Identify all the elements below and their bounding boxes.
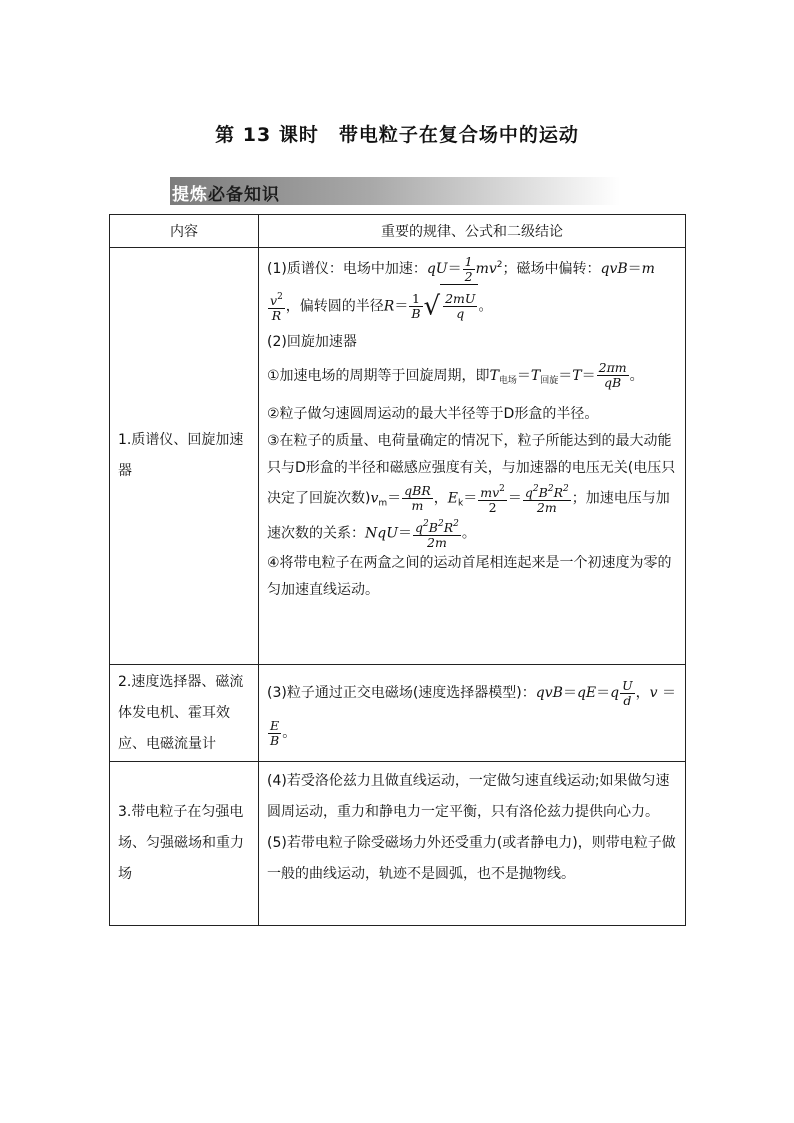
detail-mass-spectrometer: (1)质谱仪：电场中加速：qU＝ $\frac{1}{2}$ $mv^2$；磁场中偏转：qvB＝m bbox=[267, 253, 655, 284]
banner-part1: 提炼 bbox=[172, 185, 208, 205]
banner-part2: 必备知识 bbox=[208, 185, 280, 205]
row-details bbox=[259, 762, 686, 926]
row-details bbox=[259, 248, 686, 665]
row-topic: 1.质谱仪、回旋加速器 bbox=[110, 248, 259, 665]
text-segment: ；加速电压与加速次数的关系： bbox=[267, 490, 670, 542]
text-segment: ，偏转圆的半径 bbox=[285, 298, 384, 314]
knowledge-table bbox=[109, 214, 686, 926]
table-row bbox=[110, 665, 686, 762]
detail-velocity-selector: (3)粒子通过正交电磁场(速度选择器模型)：qvB＝qE＝q $\frac{U}{d}$ ，v ＝ $\frac{E}{B}$ 。 bbox=[267, 677, 677, 748]
row-details bbox=[259, 665, 686, 762]
header-content: 内容 bbox=[110, 215, 259, 248]
table-row bbox=[110, 248, 686, 665]
section-banner-label bbox=[172, 180, 280, 205]
detail-curved-motion: (5)若带电粒子除受磁场力外还受重力(或者静电力)，则带电粒子做一般的曲线运动，轨迹不是圆弧，也不是抛物线。 bbox=[267, 835, 676, 882]
text-segment: ③在粒子的质量、电荷量确定的情况下，粒子所能达到的最大动能只与D形盒的半径和磁感应强度有关，与加速器的电压无关(电压只决定了回旋次数) bbox=[267, 432, 676, 506]
table-header-row bbox=[110, 215, 686, 248]
detail-cyclotron-motion: ④将带电粒子在两盒之间的运动首尾相连起来是一个初速度为零的匀加速直线运动。 bbox=[267, 555, 672, 598]
detail-cyclotron-radius: ②粒子做匀速圆周运动的最大半径等于D形盒的半径。 bbox=[267, 405, 599, 422]
row-topic: 3.带电粒子在匀强电场、匀强磁场和重力场 bbox=[110, 762, 259, 926]
text-segment: ；磁场中偏转： bbox=[502, 261, 601, 277]
detail-radius: $\frac{v^2}{R}$ ，偏转圆的半径R＝ $\frac{1}{B}$ √ $\frac{2mU}{q}$ 。 bbox=[267, 284, 679, 329]
detail-straight-motion: (4)若受洛伦兹力且做直线运动，一定做匀速直线运动;如果做匀速圆周运动，重力和静电力一定平衡，只有洛伦兹力提供向心力。 bbox=[267, 773, 670, 820]
page-title: 第 13 课时 带电粒子在复合场中的运动 bbox=[215, 124, 579, 146]
row-topic: 2.速度选择器、磁流体发电机、霍耳效应、电磁流量计 bbox=[110, 665, 259, 762]
text-segment: (3)粒子通过正交电磁场(速度选择器模型)： bbox=[267, 685, 536, 701]
table-row bbox=[110, 762, 686, 926]
text-segment: (1)质谱仪：电场中加速： bbox=[267, 261, 427, 277]
detail-cyclotron-period: ①加速电场的周期等于回旋周期，即$T_{电场}=T_{回旋}=T=$ $\frac{2\pi m}{qB}$ 。 bbox=[267, 360, 644, 390]
detail-cyclotron-energy: ③在粒子的质量、电荷量确定的情况下，粒子所能达到的最大动能只与D形盒的半径和磁感应强度有关，与加速器的电压无关(电压只决定了回旋次数)$v_m=$ $\frac{\text{qBR}}{m}$ ，$E_k=$ $\frac{mv^2}{2}$ ＝ $\frac{q^2B^2R^2}{2m}$ ；加速电压与加速次数的关系：NqU＝ $\frac{q^2B^2R^2}{2m}$ 。 bbox=[267, 432, 676, 550]
text-segment: ①加速电场的周期等于回旋周期，即 bbox=[267, 367, 490, 384]
section-banner bbox=[170, 177, 620, 205]
header-rules: 重要的规律、公式和二级结论 bbox=[259, 215, 686, 248]
detail-cyclotron-title: (2)回旋加速器 bbox=[267, 333, 357, 350]
